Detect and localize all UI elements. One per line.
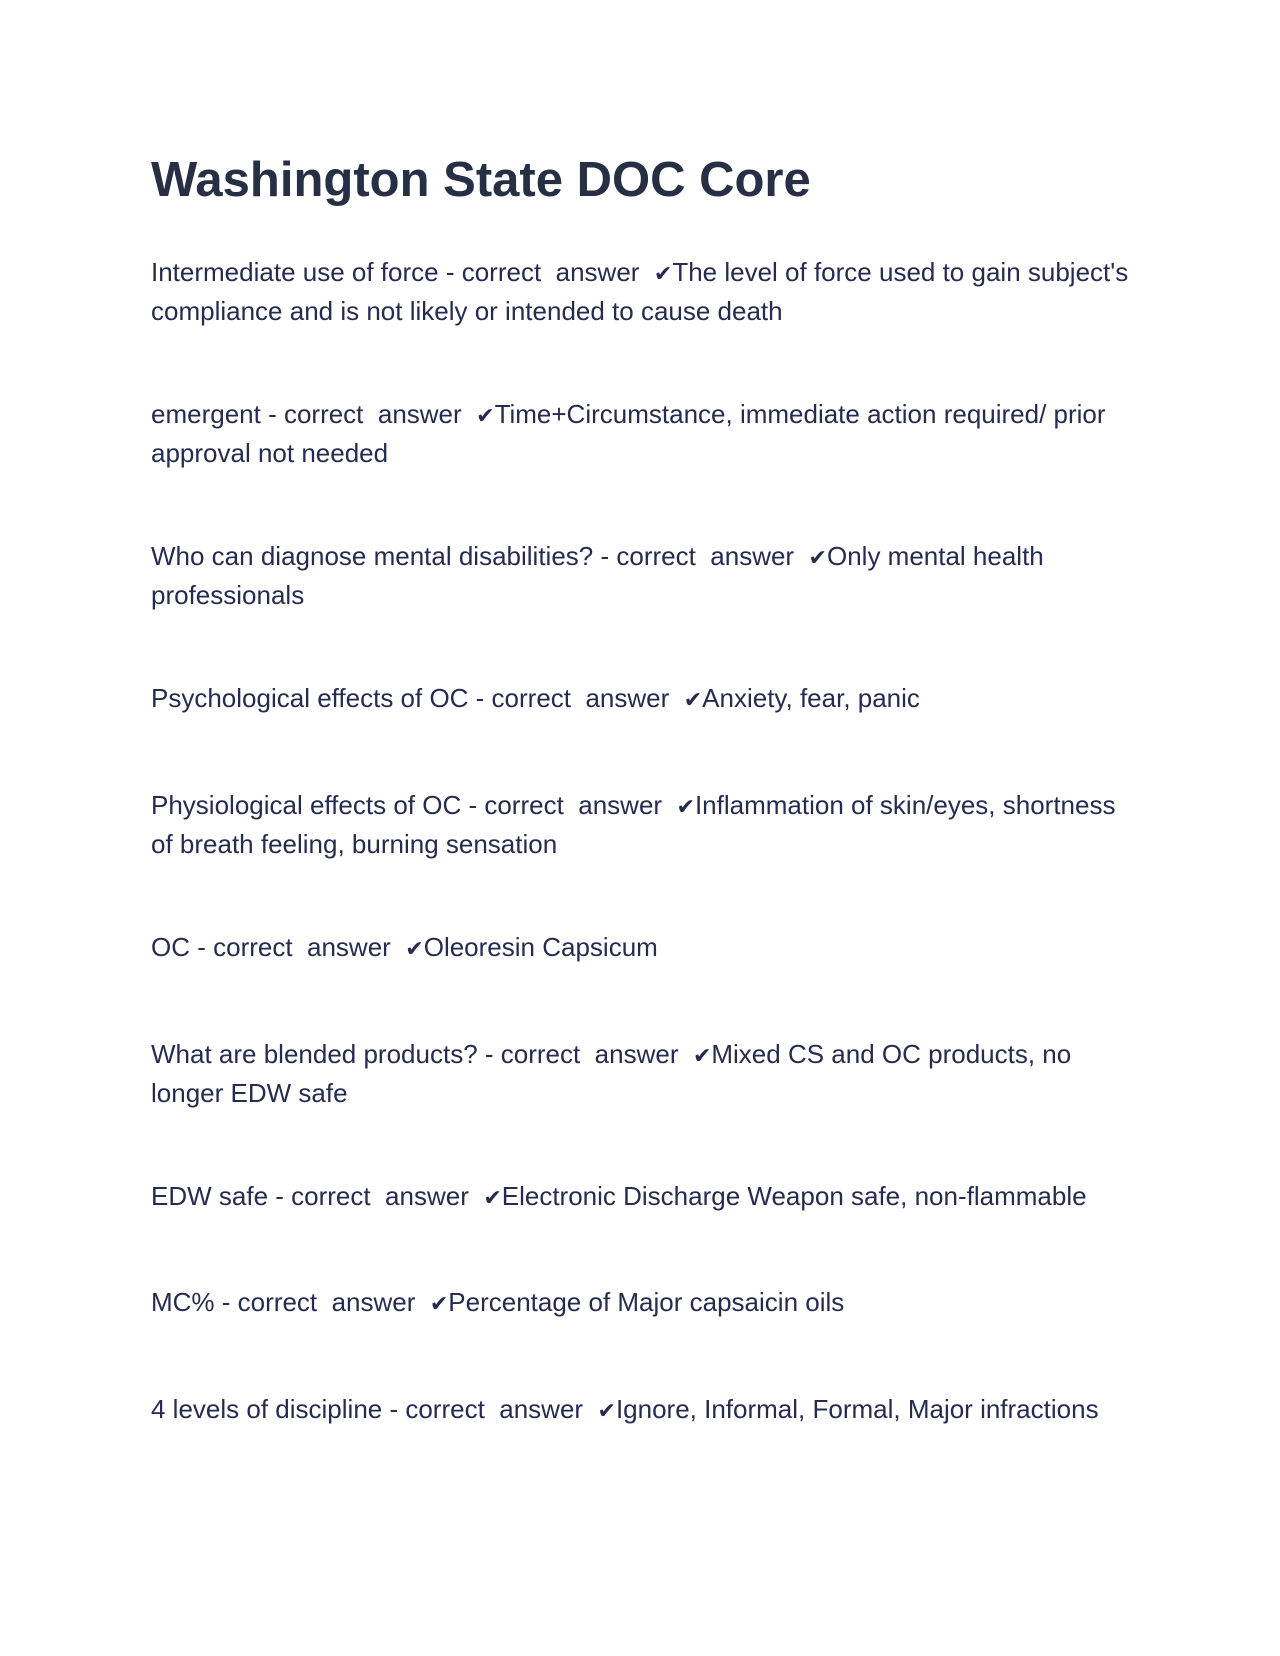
checkmark-icon: ✔ [808,546,827,571]
qa-question: Physiological effects of OC [151,790,462,820]
qa-item [151,396,1141,471]
checkmark-icon: ✔ [653,262,673,287]
qa-question: Psychological effects of OC [151,683,469,713]
qa-item [151,1036,1141,1111]
qa-question: MC% [151,1287,215,1317]
qa-separator: - correct answer [190,932,406,962]
page-title: Washington State DOC Core [151,153,811,207]
qa-separator: - correct answer [438,257,654,287]
qa-item [151,1391,1141,1430]
qa-answer: Only mental health professionals [151,541,1052,610]
qa-answer: Inflammation of skin/eyes, shortness of breath feeling, burning sensation [151,790,1123,859]
qa-separator: - correct answer [468,683,684,713]
qa-question: OC [151,932,190,962]
qa-separator: - correct answer [593,541,809,571]
qa-item [151,680,1141,719]
qa-separator: - correct answer [214,1287,430,1317]
qa-answer: Anxiety, fear, panic [702,683,920,713]
qa-answer: Electronic Discharge Weapon safe, non-flammable [501,1181,1087,1211]
checkmark-icon: ✔ [405,937,424,962]
qa-item [151,787,1141,862]
qa-question: 4 levels of discipline [151,1394,383,1424]
qa-separator: - correct answer [268,1181,484,1211]
qa-question: Intermediate use of force [151,257,439,287]
qa-separator: - correct answer [382,1394,598,1424]
qa-item [151,1284,1141,1323]
document-page [151,150,1141,1497]
qa-question: EDW safe [151,1181,269,1211]
qa-item [151,538,1141,613]
qa-question: emergent [151,399,261,429]
qa-separator: - correct answer [477,1039,693,1069]
qa-question: Who can diagnose mental disabilities? [151,541,594,571]
qa-separator: - correct answer [260,399,477,429]
qa-list [151,254,1141,1430]
checkmark-icon: ✔ [476,404,495,429]
checkmark-icon: ✔ [429,1292,449,1317]
qa-answer: Ignore, Informal, Formal, Major infractions [615,1394,1099,1424]
qa-answer: Time+Circumstance, immediate action required/ prior approval not needed [151,399,1113,468]
qa-item [151,254,1141,329]
qa-answer: The level of force used to gain subject's compliance and is not likely or intended to cause death [151,257,1136,326]
checkmark-icon: ✔ [597,1399,616,1424]
qa-separator: - correct answer [461,790,677,820]
qa-answer: Oleoresin Capsicum [423,932,658,962]
checkmark-icon: ✔ [676,795,695,820]
checkmark-icon: ✔ [483,1186,502,1211]
qa-question: What are blended products? [151,1039,478,1069]
qa-item [151,929,1141,968]
checkmark-icon: ✔ [683,688,703,713]
qa-answer: Percentage of Major capsaicin oils [448,1287,845,1317]
checkmark-icon: ✔ [692,1044,712,1069]
qa-answer: Mixed CS and OC products, no longer EDW safe [151,1039,1079,1108]
qa-item [151,1178,1141,1217]
